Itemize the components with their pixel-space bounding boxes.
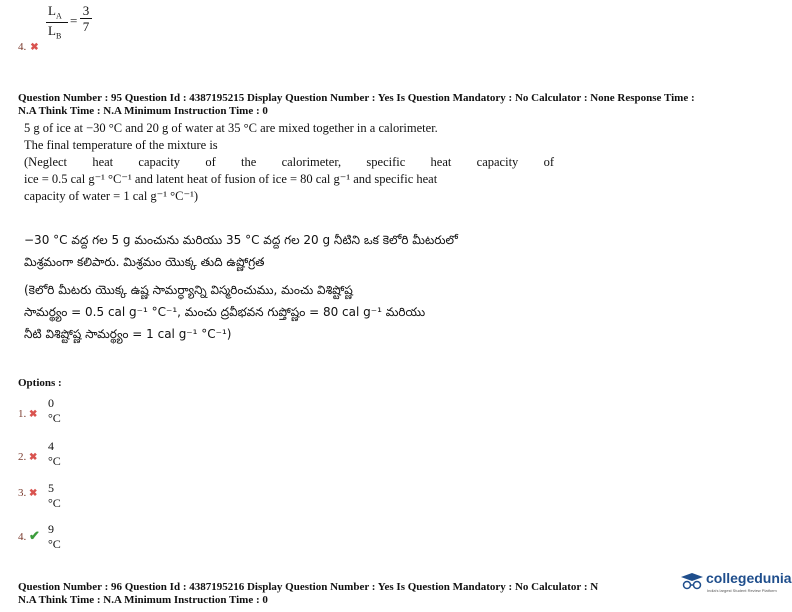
telugu-text-line: సామర్థ్యం = 0.5 cal g⁻¹ °C⁻¹, మంచు ద్రవీభవన గుప్తోష్ణం = 80 cal g⁻¹ మరియు: [24, 305, 426, 319]
fraction-lhs-numerator: $L_A$: [48, 3, 62, 21]
option-number: 4.: [18, 41, 27, 53]
fraction-rhs: [80, 4, 92, 33]
telugu-text-line: −30 °C వద్ద గల 5 g మంచును మరియు 35 °C వద్ద గల 20 g నీటిని ఒక కెలోరి మీటరులో: [24, 233, 458, 247]
option-value: 4 °C: [48, 439, 61, 468]
fraction-lhs-denominator: $L_B$: [48, 22, 62, 41]
options-label: Options :: [18, 377, 62, 389]
logo-name: collegedunia: [706, 570, 792, 586]
question-text-line: capacity of water = 1 cal g⁻¹ °C⁻¹): [24, 189, 198, 203]
option-value: 9 °C: [48, 522, 61, 551]
question-header-line2: N.A Think Time : N.A Minimum Instruction Time : 0: [18, 594, 268, 606]
telugu-text-line: మిశ్రమంగా కలిపారు. మిశ్రమం యొక్క తుది ఉష్ణోగ్రత: [24, 255, 265, 269]
correct-mark-icon: ✔: [29, 528, 40, 543]
option-number: 1. ✖: [18, 408, 38, 420]
question-header-line1: Question Number : 96 Question Id : 4387195216 Display Question Number : Yes Is Question Mandatory : No Calculator : N: [18, 581, 599, 593]
question-text-line: 5 g of ice at −30 °C and 20 g of water at 35 °C are mixed together in a calorimeter.: [24, 121, 438, 135]
wrong-mark-icon: ✖: [30, 42, 39, 53]
telugu-text-line: నీటి విశిష్టోష్ణ సామర్థ్యం = 1 cal g⁻¹ °C⁻¹): [24, 327, 232, 341]
question-header-line2: N.A Think Time : N.A Minimum Instruction Time : 0: [18, 105, 268, 117]
question-95-header: [18, 92, 778, 118]
collegedunia-logo: [678, 568, 792, 596]
option-number: 2. ✖: [18, 451, 38, 463]
question-header-line1: Question Number : 95 Question Id : 4387195215 Display Question Number : Yes Is Question Mandatory : No Calculator : None Response Time :: [18, 92, 695, 104]
wrong-mark-icon: ✖: [29, 488, 38, 499]
question-95-telugu: [24, 229, 554, 345]
telugu-text-line: (కెలోరి మీటరు యొక్క ఉష్ణ సామర్ధ్యాన్ని విస్మరించుము, మంచు విశిష్టోష్ణ: [24, 283, 353, 297]
prev-option-fraction: [46, 3, 106, 41]
question-text-line: The final temperature of the mixture is: [24, 138, 218, 152]
option-number: 3. ✖: [18, 487, 38, 499]
question-95-english: [24, 120, 554, 205]
question-text-line: ice = 0.5 cal g⁻¹ °C⁻¹ and latent heat of fusion of ice = 80 cal g⁻¹ and specific heat: [24, 172, 438, 186]
logo-tagline: India's largest Student Review Platform: [707, 588, 777, 593]
wrong-mark-icon: ✖: [29, 452, 38, 463]
graduation-glasses-icon: [680, 572, 704, 590]
question-text-line: (Neglect heat capacity of the calorimeter, specific heat capacity of: [24, 155, 554, 169]
fraction-lhs: [46, 4, 68, 40]
option-value: 0 °C: [48, 396, 61, 425]
option-value: 5 °C: [48, 481, 61, 510]
wrong-mark-icon: ✖: [29, 409, 38, 420]
option-number: 4. ✔: [18, 528, 40, 543]
equals-sign: =: [70, 13, 78, 28]
fraction-rhs-numerator: 3: [82, 3, 90, 18]
prev-option-4-label: [18, 37, 39, 55]
question-96-header: [18, 581, 683, 607]
fraction-rhs-denominator: 7: [82, 19, 90, 34]
